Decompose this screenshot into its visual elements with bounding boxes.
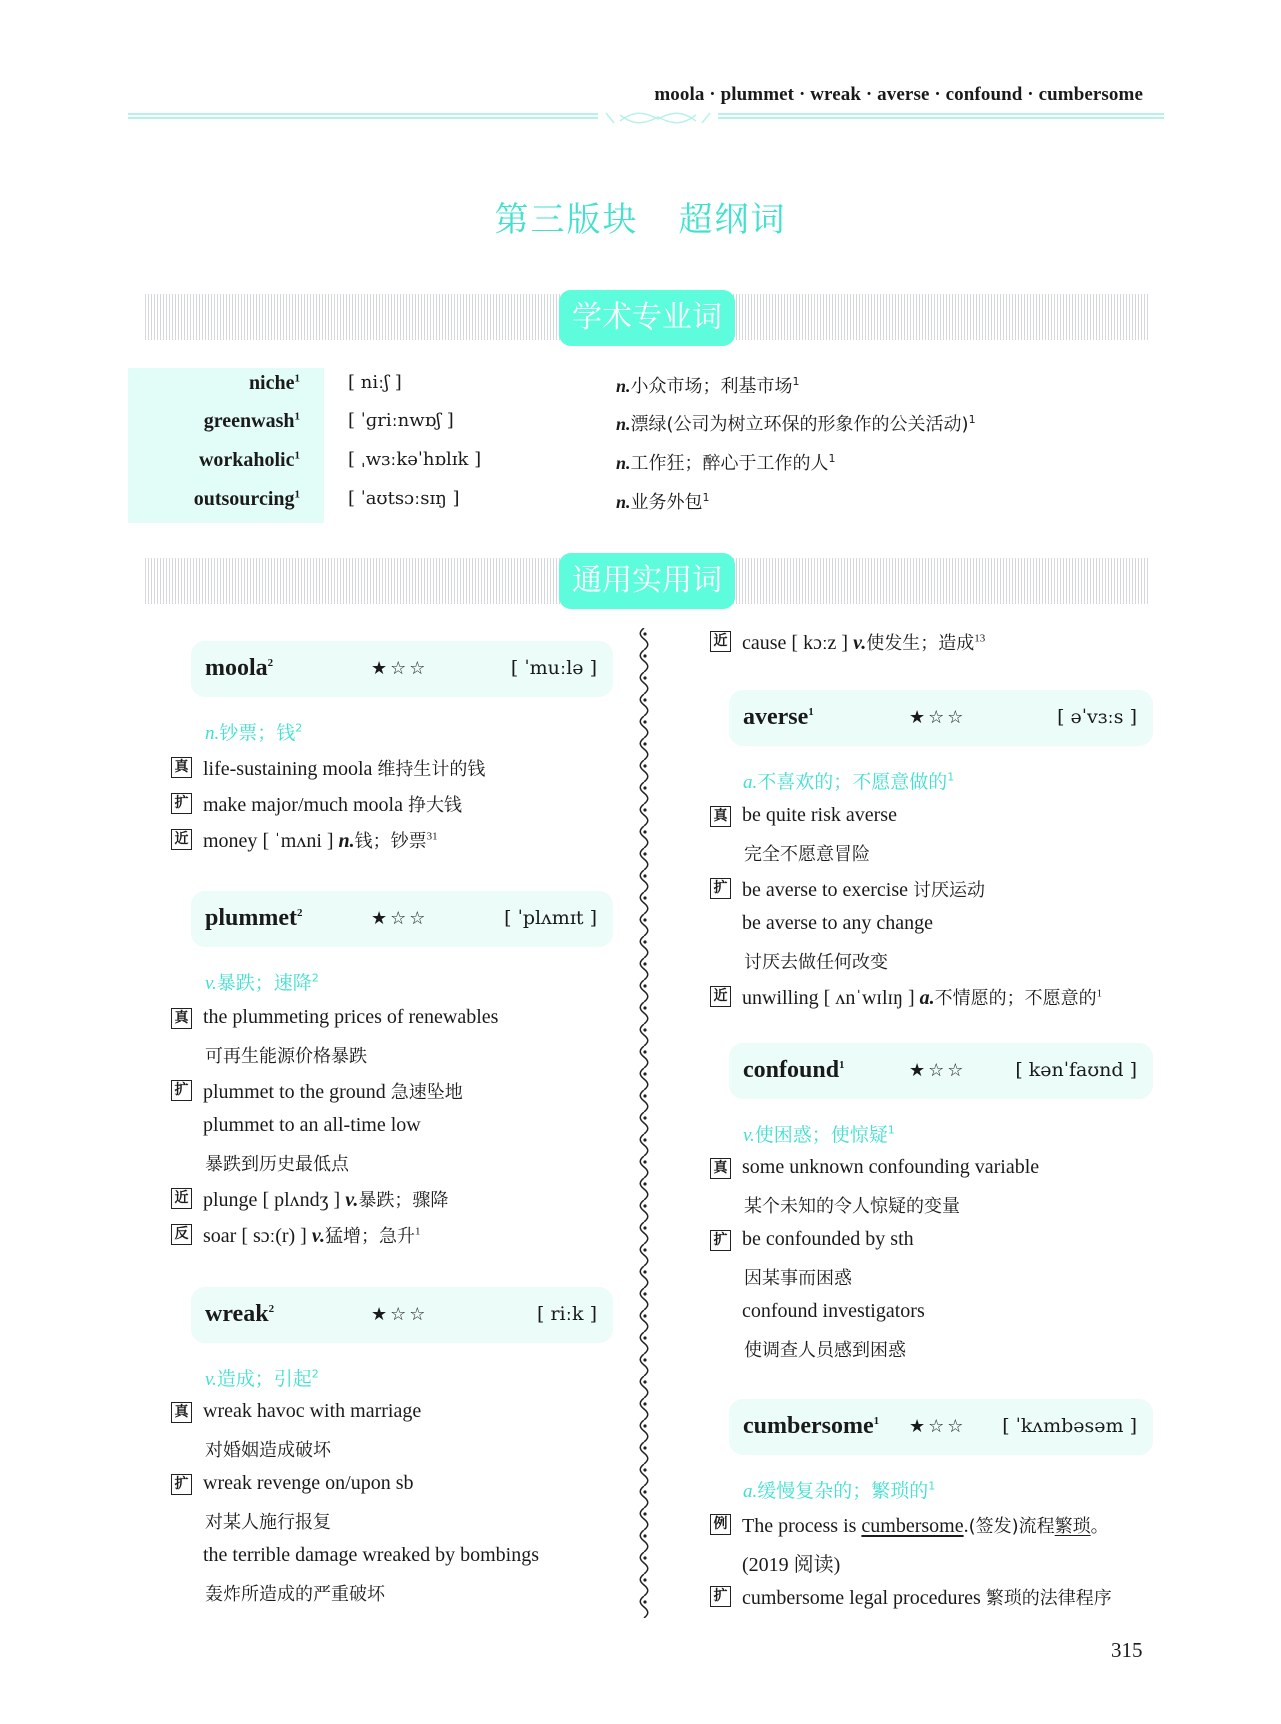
academic-ipa: [ ˌwɜːkəˈhɒlɪk ] <box>348 449 482 470</box>
pronunciation: [ kənˈfaʊnd ] <box>1015 1059 1137 1081</box>
academic-def: n.小众市场；利基市场$^1$ <box>616 375 800 397</box>
example-line: cumbersome legal procedures 繁琐的法律程序 <box>742 1587 1112 1609</box>
entry-header-averse: averse$^1$ ★☆☆ [ əˈvɜːs ] <box>729 690 1153 746</box>
tag-ext: 扩 <box>710 878 731 899</box>
headword: plummet <box>205 905 297 931</box>
tag-ext: 扩 <box>710 1230 731 1251</box>
ornament-icon <box>598 111 718 125</box>
entry-header-wreak: wreak$^2$ ★☆☆ [ riːk ] <box>191 1287 613 1343</box>
tag-real: 真 <box>171 1402 192 1423</box>
example-line: make major/much moola 挣大钱 <box>203 794 462 816</box>
star-rating: ★☆☆ <box>909 1416 967 1437</box>
academic-def: n.业务外包$^1$ <box>616 491 710 513</box>
example-translation: 对婚姻造成破坏 <box>205 1440 331 1461</box>
headword: averse <box>743 704 809 730</box>
example-translation: 讨厌去做任何改变 <box>744 952 888 973</box>
pronunciation: [ ˈkʌmbəsəm ] <box>1002 1415 1137 1437</box>
sense-averse: a.不喜欢的；不愿意做的$^1$ <box>743 770 955 793</box>
academic-word: workaholic <box>198 449 295 471</box>
example-translation: 某个未知的令人惊疑的变量 <box>744 1196 960 1217</box>
part-title <box>0 192 1281 241</box>
tag-syn: 近 <box>710 986 731 1007</box>
tag-real: 真 <box>710 1158 731 1179</box>
tag-ext: 扩 <box>171 793 192 814</box>
example-line: wreak revenge on/upon sb <box>203 1472 414 1494</box>
tag-ant: 反 <box>171 1224 192 1245</box>
tag-real: 真 <box>171 1008 192 1029</box>
star-rating: ★☆☆ <box>371 908 429 929</box>
headword: confound <box>743 1057 840 1083</box>
example-line: be confounded by sth <box>742 1228 914 1250</box>
sense-wreak: v.造成；引起$^2$ <box>205 1367 319 1390</box>
example-line: be averse to any change <box>742 912 934 934</box>
academic-def: n.漂绿(公司为树立环保的形象作的公关活动)$^1$ <box>616 413 976 435</box>
headword: moola <box>205 655 268 681</box>
academic-word: greenwash <box>203 410 295 432</box>
academic-def: n.工作狂；醉心于工作的人$^1$ <box>616 452 836 474</box>
academic-row: workaholic$^1$ [ ˌwɜːkəˈhɒlɪk ] n.工作狂；醉心于工作的人$^1$ <box>198 449 836 474</box>
tag-syn: 近 <box>171 1188 192 1209</box>
running-head: moola · plummet · wreak · averse · confound · cumbersome <box>654 84 1143 105</box>
example-line: the plummeting prices of renewables <box>203 1006 499 1028</box>
example-line: life-sustaining moola 维持生计的钱 <box>203 758 486 780</box>
example-line: confound investigators <box>742 1300 925 1322</box>
headword: cumbersome <box>743 1413 874 1439</box>
example-translation: 轰炸所造成的严重破坏 <box>205 1584 385 1605</box>
pronunciation: [ ˈplʌmɪt ] <box>504 907 597 929</box>
example-translation: 完全不愿意冒险 <box>744 844 870 865</box>
tag-example: 例 <box>710 1514 731 1535</box>
antonym-line: soar [ sɔː(r) ] v.猛增；急升$^1$ <box>203 1225 421 1247</box>
example-translation: 因某事而困惑 <box>744 1268 852 1289</box>
tag-ext: 扩 <box>171 1474 192 1495</box>
star-rating: ★☆☆ <box>909 1060 967 1081</box>
sense-confound: v.使困惑；使惊疑$^1$ <box>743 1123 895 1146</box>
example-line: plummet to the ground 急速坠地 <box>203 1081 463 1103</box>
example-line: wreak havoc with marriage <box>203 1400 422 1422</box>
entry-header-confound: confound$^1$ ★☆☆ [ kənˈfaʊnd ] <box>729 1043 1153 1099</box>
entry-header-cumbersome: cumbersome$^1$ ★☆☆ [ ˈkʌmbəsəm ] <box>729 1399 1153 1455</box>
example-line: The process is cumbersome.(签发)流程繁琐。 <box>742 1515 1109 1537</box>
star-rating: ★☆☆ <box>909 707 967 728</box>
academic-row: niche$^1$ [ niːʃ ] n.小众市场；利基市场$^1$ <box>248 372 800 397</box>
example-translation: 可再生能源价格暴跌 <box>205 1046 367 1067</box>
example-source: (2019 阅读) <box>742 1554 841 1576</box>
pronunciation: [ ˈmuːlə ] <box>510 657 597 679</box>
column-divider <box>636 628 652 1618</box>
synonym-line: unwilling [ ʌnˈwɪlɪŋ ] a.不情愿的；不愿意的$^1$ <box>742 987 1103 1009</box>
sense-cumbersome: a.缓慢复杂的；繁琐的$^1$ <box>743 1479 936 1502</box>
example-line: be averse to exercise 讨厌运动 <box>742 879 986 901</box>
example-translation: 使调查人员感到困惑 <box>744 1340 906 1361</box>
tag-ext: 扩 <box>710 1586 731 1607</box>
example-line: the terrible damage wreaked by bombings <box>203 1544 539 1566</box>
synonym-line: cause [ kɔːz ] v.使发生；造成$^{13}$ <box>742 632 986 654</box>
example-line: some unknown confounding variable <box>742 1156 1040 1178</box>
entry-header-plummet: plummet$^2$ ★☆☆ [ ˈplʌmɪt ] <box>191 891 613 947</box>
academic-row: outsourcing$^1$ [ ˈaʊtsɔːsɪŋ ] n.业务外包$^1$ <box>193 488 710 513</box>
sense-moola: n.钞票；钱$^2$ <box>205 721 303 744</box>
academic-ipa: [ niːʃ ] <box>348 372 402 393</box>
example-translation: 暴跌到历史最低点 <box>205 1154 349 1175</box>
page-number: 315 <box>1111 1638 1143 1662</box>
academic-word: outsourcing <box>193 488 295 510</box>
entry-header-moola: moola$^2$ ★☆☆ [ ˈmuːlə ] <box>191 641 613 697</box>
tag-real: 真 <box>171 757 192 778</box>
section-pill-academic: 学术专业词 <box>559 290 735 346</box>
tag-syn: 近 <box>171 829 192 850</box>
part-title-right: 超纲词 <box>678 200 787 240</box>
star-rating: ★☆☆ <box>371 658 429 679</box>
sense-plummet: v.暴跌；速降$^2$ <box>205 971 319 994</box>
star-rating: ★☆☆ <box>371 1304 429 1325</box>
synonym-line: plunge [ plʌndʒ ] v.暴跌；骤降 <box>203 1189 449 1211</box>
synonym-line: money [ ˈmʌni ] n.钱；钞票$^{31}$ <box>203 830 438 852</box>
example-line: be quite risk averse <box>742 804 897 826</box>
academic-word: niche <box>248 372 295 394</box>
tag-syn: 近 <box>710 631 731 652</box>
example-line: plummet to an all-time low <box>203 1114 421 1136</box>
pronunciation: [ əˈvɜːs ] <box>1057 706 1137 728</box>
pronunciation: [ riːk ] <box>537 1303 597 1325</box>
example-translation: 对某人施行报复 <box>205 1512 331 1533</box>
tag-ext: 扩 <box>171 1080 192 1101</box>
tag-real: 真 <box>710 806 731 827</box>
header-rule <box>128 113 1164 119</box>
part-title-left: 第三版块 <box>494 200 639 240</box>
academic-ipa: [ ˈaʊtsɔːsɪŋ ] <box>348 488 460 509</box>
section-pill-general: 通用实用词 <box>559 553 735 609</box>
academic-row: greenwash$^1$ [ ˈɡriːnwɒʃ ] n.漂绿(公司为树立环保的形象作的公关活动)$^1$ <box>203 410 976 435</box>
headword: wreak <box>205 1301 269 1327</box>
academic-ipa: [ ˈɡriːnwɒʃ ] <box>348 410 454 431</box>
